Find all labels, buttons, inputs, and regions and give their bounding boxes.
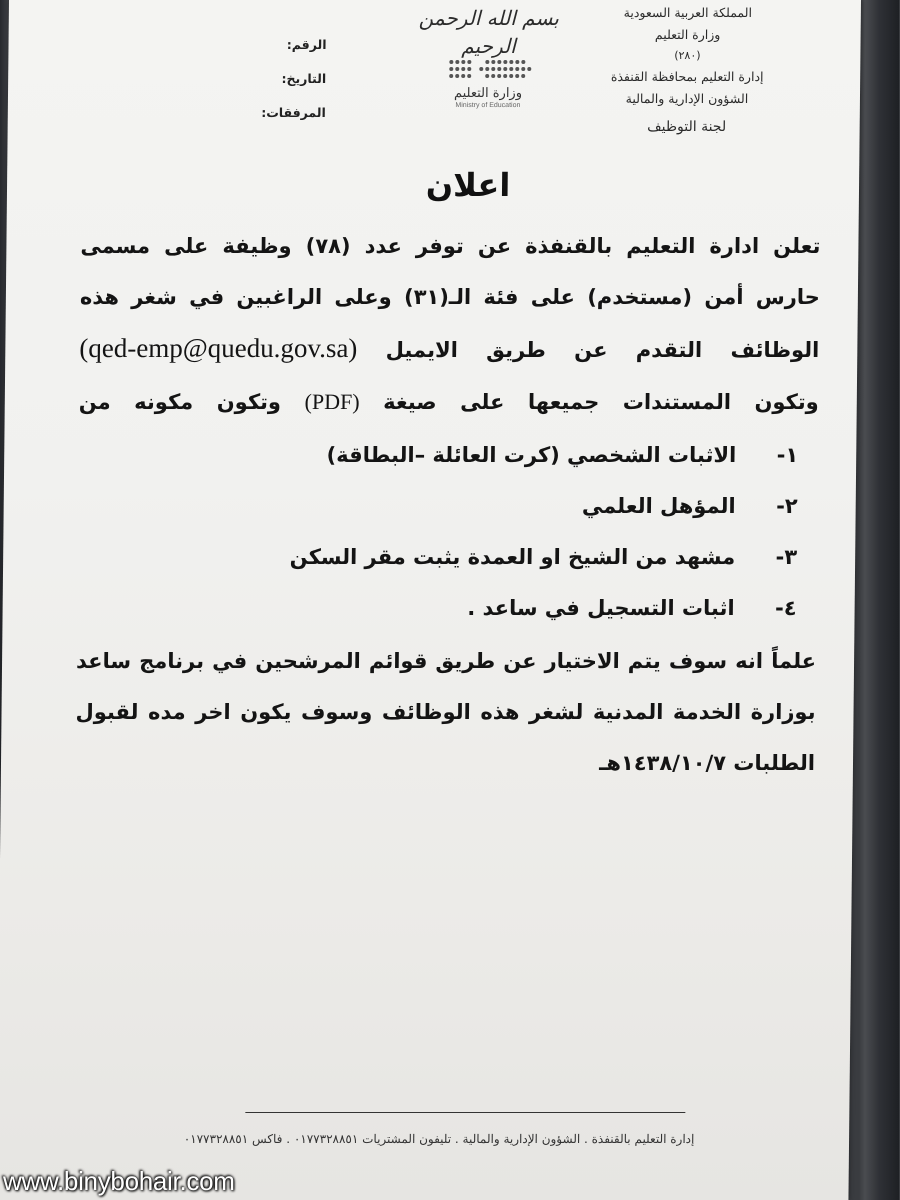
header-organization-block bbox=[563, 2, 814, 142]
logo-dot bbox=[510, 67, 514, 71]
ministry-logo-icon bbox=[446, 58, 532, 82]
header-code: (٢٨٠) bbox=[675, 49, 702, 62]
logo-dot bbox=[510, 60, 514, 64]
announcement-body bbox=[76, 221, 822, 789]
logo-dot bbox=[522, 67, 526, 71]
list-item bbox=[77, 583, 798, 634]
document-format: (PDF) bbox=[305, 389, 361, 414]
body-line: تعلن ادارة التعليم بالقنفذة عن توفر عدد (٧٨) وظيفة على مسمى bbox=[81, 234, 822, 258]
logo-dot bbox=[450, 67, 454, 71]
ministry-logo-english: Ministry of Education bbox=[456, 102, 522, 109]
announcement-title: اعلان bbox=[426, 166, 512, 204]
logo-dot bbox=[516, 60, 520, 64]
basmala-calligraphy: بسم الله الرحمن الرحيم bbox=[419, 6, 561, 58]
list-item-number: ٢- bbox=[777, 494, 799, 518]
logo-dot bbox=[510, 74, 514, 78]
logo-dot bbox=[492, 67, 496, 71]
body-line-text: وتكون مكونه من bbox=[79, 390, 283, 414]
logo-dot bbox=[456, 67, 460, 71]
body-line-text: وتكون المستندات جميعها على صيغة bbox=[384, 390, 820, 414]
reference-date-label: التاريخ: bbox=[282, 71, 328, 86]
note-line: بوزارة الخدمة المدنية لشغر هذه الوظائف وسوف يكون اخر مده لقبول bbox=[76, 700, 817, 724]
announcement-note bbox=[76, 636, 818, 789]
header-center-block bbox=[389, 4, 590, 109]
ministry-logo-name: وزارة التعليم bbox=[454, 86, 524, 101]
body-line-format bbox=[80, 376, 821, 428]
logo-dot bbox=[456, 60, 460, 64]
logo-dot bbox=[468, 74, 472, 78]
footer-divider bbox=[246, 1112, 686, 1113]
logo-dot bbox=[468, 60, 472, 64]
logo-dot bbox=[486, 60, 490, 64]
logo-dot bbox=[498, 60, 502, 64]
list-item-number: ٣- bbox=[776, 545, 799, 569]
note-deadline: الطلبات ١٤٣٨/١٠/٧هـ bbox=[600, 751, 817, 775]
logo-dot bbox=[450, 74, 454, 78]
list-item-number: ٤- bbox=[775, 596, 798, 620]
list-item-text: المؤهل العلمي bbox=[582, 494, 737, 518]
logo-dot bbox=[522, 60, 526, 64]
list-item bbox=[78, 481, 799, 532]
list-item bbox=[78, 532, 799, 583]
body-line-email bbox=[80, 323, 821, 376]
logo-dot bbox=[468, 67, 472, 71]
footer-contact: إدارة التعليم بالقنفذة . الشؤون الإدارية والمالية . تليفون المشتريات ٠١٧٧٣٢٨٨٥١ . فاكس ٠١٧٧٣٢٨٨٥١ bbox=[184, 1132, 696, 1146]
logo-dot bbox=[504, 60, 508, 64]
logo-dot bbox=[456, 74, 460, 78]
reference-attachments-label: المرفقات: bbox=[262, 105, 327, 120]
logo-dot bbox=[462, 74, 466, 78]
list-item bbox=[79, 430, 800, 481]
header-kingdom: المملكة العربية السعودية bbox=[624, 5, 754, 20]
header-department: إدارة التعليم بمحافظة القنفذة bbox=[611, 69, 765, 84]
header-ministry: وزارة التعليم bbox=[655, 27, 722, 42]
logo-dot bbox=[516, 74, 520, 78]
logo-dot bbox=[516, 67, 520, 71]
logo-dot bbox=[486, 67, 490, 71]
site-watermark: www.binybohair.com bbox=[4, 1166, 236, 1196]
logo-dot bbox=[450, 60, 454, 64]
body-line-text: الوظائف التقدم عن طريق الايميل bbox=[386, 338, 821, 362]
body-line: حارس أمن (مستخدم) على فئة الـ(٣١) وعلى الراغبين في شغر هذه bbox=[80, 285, 822, 309]
logo-dot bbox=[498, 74, 502, 78]
reference-number-label: الرقم: bbox=[287, 37, 328, 52]
logo-dot bbox=[486, 74, 490, 78]
logo-dot bbox=[522, 74, 526, 78]
logo-dot bbox=[480, 67, 484, 71]
list-item-text: الاثبات الشخصي (كرت العائلة –البطاقة) bbox=[327, 443, 738, 467]
logo-dot bbox=[492, 74, 496, 78]
header-committee: لجنة التوظيف bbox=[648, 119, 728, 135]
logo-dot bbox=[492, 60, 496, 64]
requirements-list bbox=[77, 430, 819, 634]
logo-dot bbox=[462, 67, 466, 71]
logo-dot bbox=[504, 67, 508, 71]
list-item-text: مشهد من الشيخ او العمدة يثبت مقر السكن bbox=[290, 545, 737, 569]
application-email: (qed-emp@quedu.gov.sa) bbox=[80, 333, 359, 363]
list-item-number: ١- bbox=[777, 443, 800, 467]
note-line: علماً انه سوف يتم الاختيار عن طريق قوائم المرشحين في برنامج ساعد bbox=[76, 649, 818, 673]
header-affairs: الشؤون الإدارية والمالية bbox=[626, 91, 750, 106]
logo-dot bbox=[462, 60, 466, 64]
logo-dot bbox=[528, 67, 532, 71]
list-item-text: اثبات التسجيل في ساعد . bbox=[468, 596, 736, 620]
header-reference-fields bbox=[257, 28, 328, 130]
logo-dot bbox=[498, 67, 502, 71]
logo-dot bbox=[504, 74, 508, 78]
